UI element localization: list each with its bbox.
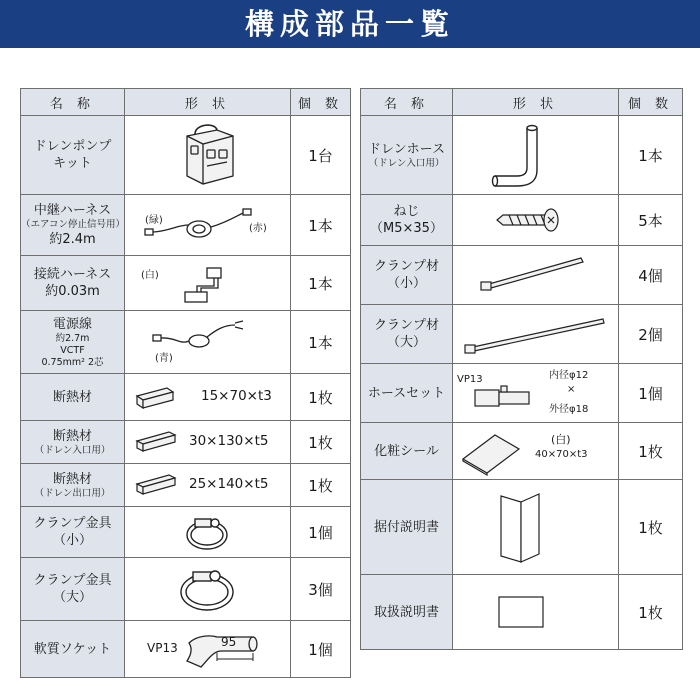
- table-row: [21, 464, 351, 507]
- part-name: クランプ金具 （大）: [21, 558, 125, 621]
- seal-dimension-label: 40×70×t3: [535, 449, 588, 460]
- table-row: [21, 507, 351, 558]
- part-shape: [125, 507, 291, 558]
- table-row: [21, 421, 351, 464]
- part-shape: [125, 558, 291, 621]
- part-name: 断熱材 （ドレン出口用）: [21, 464, 125, 507]
- table-row: [361, 116, 683, 195]
- part-name: 断熱材: [21, 374, 125, 421]
- hose-clamp-small-icon: [125, 507, 291, 557]
- table-row: [21, 256, 351, 311]
- header-shape: 形 状: [453, 89, 619, 116]
- part-name: クランプ金具 （小）: [21, 507, 125, 558]
- part-shape: [125, 374, 291, 421]
- table-row: [21, 621, 351, 678]
- part-qty: 5本: [619, 195, 683, 246]
- table-row: [361, 305, 683, 364]
- part-shape: [453, 364, 619, 423]
- part-name: 電源線 約2.7m VCTF 0.75mm² 2芯: [21, 311, 125, 374]
- part-qty: 1本: [291, 311, 351, 374]
- table-row: [21, 311, 351, 374]
- part-qty: 1枚: [619, 423, 683, 480]
- table-row: [361, 364, 683, 423]
- part-qty: 3個: [291, 558, 351, 621]
- part-name: 取扱説明書: [361, 575, 453, 650]
- hose-set-size-label: VP13: [457, 374, 483, 385]
- part-name: ドレンポンプ キット: [21, 116, 125, 195]
- installation-manual-icon: [453, 480, 619, 574]
- wire-color-label: (赤): [249, 223, 267, 234]
- wire-color-label: (白): [141, 270, 159, 281]
- pump-kit-icon: [125, 116, 291, 194]
- part-qty: 1本: [619, 116, 683, 195]
- part-shape: [125, 421, 291, 464]
- part-shape: [453, 246, 619, 305]
- table-row: [361, 246, 683, 305]
- part-qty: 4個: [619, 246, 683, 305]
- part-shape: [453, 480, 619, 575]
- part-name: クランプ材 （小）: [361, 246, 453, 305]
- part-name: ねじ（M5×35）: [361, 195, 453, 246]
- times-label: ×: [567, 384, 576, 395]
- part-shape: [453, 305, 619, 364]
- dimension-label: 30×130×t5: [189, 433, 269, 449]
- part-qty: 1個: [619, 364, 683, 423]
- header-name: 名 称: [21, 89, 125, 116]
- part-qty: 2個: [619, 305, 683, 364]
- socket-length-label: 95: [221, 635, 237, 649]
- wire-color-label: (青): [155, 353, 173, 364]
- part-shape: [125, 464, 291, 507]
- table-row: [21, 374, 351, 421]
- parts-table-left: [20, 88, 351, 678]
- page-title: 構成部品一覧: [244, 7, 455, 41]
- part-shape: [125, 116, 291, 195]
- part-name: 据付説明書: [361, 480, 453, 575]
- table-row: [361, 423, 683, 480]
- wire-color-label: (緑): [145, 215, 163, 226]
- table-header-row: [361, 89, 683, 116]
- part-qty: 1枚: [291, 374, 351, 421]
- cable-tie-large-icon: [453, 305, 619, 363]
- part-qty: 1個: [291, 507, 351, 558]
- table-row: [361, 195, 683, 246]
- part-qty: 1枚: [619, 575, 683, 650]
- part-shape: [453, 423, 619, 480]
- socket-size-label: VP13: [147, 641, 178, 655]
- power-cord-icon: [125, 311, 291, 373]
- part-qty: 1個: [291, 621, 351, 678]
- header-qty: 個 数: [291, 89, 351, 116]
- drain-hose-icon: [453, 116, 619, 194]
- header-name: 名 称: [361, 89, 453, 116]
- screw-icon: [453, 195, 619, 245]
- dimension-label: 25×140×t5: [189, 476, 269, 492]
- part-qty: 1枚: [291, 464, 351, 507]
- hose-set-icon: [453, 364, 619, 422]
- part-qty: 1本: [291, 195, 351, 256]
- part-name: 中継ハーネス （エアコン停止信号用） 約2.4m: [21, 195, 125, 256]
- dimension-label: 15×70×t3: [201, 388, 272, 404]
- part-qty: 1枚: [291, 421, 351, 464]
- table-header-row: [21, 89, 351, 116]
- part-name: ホースセット: [361, 364, 453, 423]
- connection-harness-icon: [125, 256, 291, 310]
- part-shape: [453, 195, 619, 246]
- user-manual-icon: [453, 575, 619, 649]
- part-qty: 1台: [291, 116, 351, 195]
- part-qty: 1本: [291, 256, 351, 311]
- table-row: [361, 480, 683, 575]
- header-qty: 個 数: [619, 89, 683, 116]
- part-shape: [453, 116, 619, 195]
- part-shape: [125, 256, 291, 311]
- table-row: [361, 575, 683, 650]
- part-shape: [125, 621, 291, 678]
- part-qty: 1枚: [619, 480, 683, 575]
- part-shape: [125, 311, 291, 374]
- hose-clamp-large-icon: [125, 558, 291, 620]
- outer-diameter-label: 外径φ18: [549, 404, 589, 415]
- inner-diameter-label: 内径φ12: [549, 370, 589, 381]
- seal-color-label: (白): [551, 433, 571, 446]
- part-name: ドレンホース （ドレン入口用）: [361, 116, 453, 195]
- table-row: [21, 116, 351, 195]
- part-name: 断熱材 （ドレン入口用）: [21, 421, 125, 464]
- parts-table-right: [360, 88, 683, 650]
- header-shape: 形 状: [125, 89, 291, 116]
- part-shape: [125, 195, 291, 256]
- table-row: [21, 558, 351, 621]
- part-name: 化粧シール: [361, 423, 453, 480]
- cable-tie-small-icon: [453, 246, 619, 304]
- part-name: クランプ材 （大）: [361, 305, 453, 364]
- part-name: 軟質ソケット: [21, 621, 125, 678]
- part-name: 接続ハーネス 約0.03m: [21, 256, 125, 311]
- table-row: [21, 195, 351, 256]
- part-shape: [453, 575, 619, 650]
